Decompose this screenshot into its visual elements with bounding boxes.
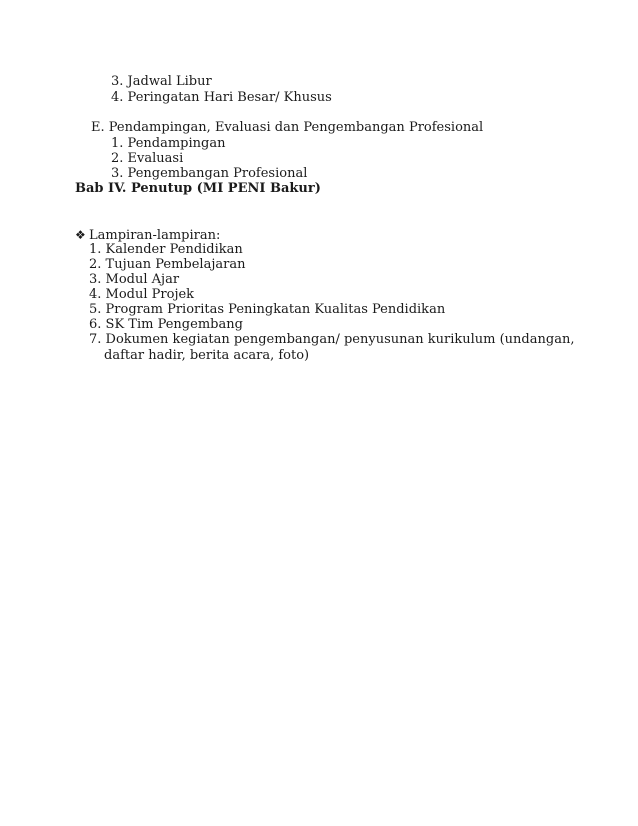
attachment-item-dokumen: 7. Dokumen kegiatan pengembangan/ penyusunan kurikulum (undangan, <box>89 332 575 347</box>
section-e-heading: E. Pendampingan, Evaluasi dan Pengembangan Profesional <box>91 120 484 135</box>
attachment-item-kalender: 1. Kalender Pendidikan <box>89 242 243 257</box>
list-item-pengembangan-profesional: 3. Pengembangan Profesional <box>111 166 308 181</box>
attachment-item-sk-tim: 6. SK Tim Pengembang <box>89 317 243 332</box>
list-item-jadwal-libur: 3. Jadwal Libur <box>111 74 212 89</box>
attachment-item-tujuan: 2. Tujuan Pembelajaran <box>89 257 246 272</box>
list-item-evaluasi: 2. Evaluasi <box>111 151 184 166</box>
attachment-item-modul-projek: 4. Modul Projek <box>89 287 195 302</box>
list-item-peringatan-hari-besar: 4. Peringatan Hari Besar/ Khusus <box>111 90 332 105</box>
chapter-heading: Bab IV. Penutup (MI PENI Bakur) <box>75 181 321 196</box>
attachment-item-modul-ajar: 3. Modul Ajar <box>89 272 180 287</box>
diamond-bullet-icon: ❖ <box>75 228 86 242</box>
attachment-item-dokumen-continuation: daftar hadir, berita acara, foto) <box>104 348 310 363</box>
list-item-pendampingan: 1. Pendampingan <box>111 136 226 151</box>
attachments-heading: Lampiran-lampiran: <box>89 228 221 243</box>
attachment-item-program-prioritas: 5. Program Prioritas Peningkatan Kualitas Pendidikan <box>89 302 446 317</box>
